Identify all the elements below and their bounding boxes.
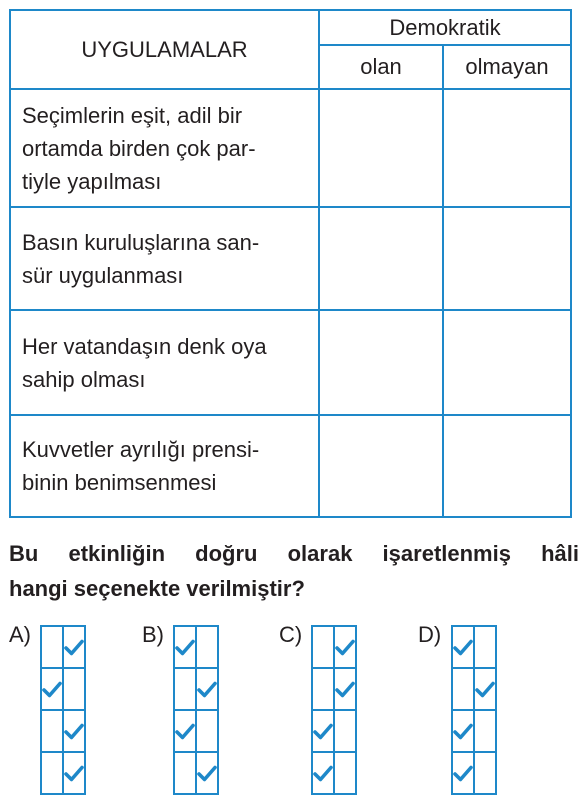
grid-cell	[41, 626, 63, 668]
grid-cell	[334, 668, 356, 710]
grid-cell	[452, 752, 474, 794]
grid-cell	[312, 668, 334, 710]
checkmark-icon	[64, 765, 84, 782]
row-label-4: Kuvvetler ayrılığı prensi- binin benimsenmesi	[10, 415, 319, 517]
checkmark-icon	[197, 681, 217, 698]
grid-cell	[196, 626, 218, 668]
option-b-label: B)	[142, 622, 164, 647]
grid-cell	[196, 752, 218, 794]
option-b-grid	[173, 625, 219, 795]
cell-yes-3[interactable]	[319, 310, 443, 415]
grid-cell	[312, 710, 334, 752]
header-yes: olan	[319, 45, 443, 89]
cell-no-1[interactable]	[443, 89, 571, 207]
grid-cell	[474, 752, 496, 794]
question-text	[9, 536, 579, 606]
header-no: olmayan	[443, 45, 571, 89]
grid-cell	[452, 668, 474, 710]
question-line-1: Bu etkinliğin doğru olarak işaretlenmiş hâli	[9, 541, 579, 566]
checkmark-icon	[313, 723, 333, 740]
grid-cell	[334, 752, 356, 794]
checkmark-icon	[313, 765, 333, 782]
grid-cell	[174, 710, 196, 752]
grid-cell	[312, 626, 334, 668]
grid-cell	[41, 710, 63, 752]
checkmark-icon	[42, 681, 62, 698]
cell-no-3[interactable]	[443, 310, 571, 415]
option-c-label: C)	[279, 622, 303, 647]
checkmark-icon	[475, 681, 495, 698]
row-label-3: Her vatandaşın denk oya sahip olması	[10, 310, 319, 415]
grid-cell	[474, 626, 496, 668]
activity-table	[9, 9, 572, 518]
checkmark-icon	[175, 639, 195, 656]
grid-cell	[334, 710, 356, 752]
grid-cell	[41, 668, 63, 710]
cell-yes-2[interactable]	[319, 207, 443, 310]
checkmark-icon	[335, 681, 355, 698]
cell-yes-1[interactable]	[319, 89, 443, 207]
grid-cell	[174, 668, 196, 710]
grid-cell	[474, 710, 496, 752]
grid-cell	[174, 626, 196, 668]
option-d-grid	[451, 625, 497, 795]
cell-no-2[interactable]	[443, 207, 571, 310]
row-label-1: Seçimlerin eşit, adil bir ortamda birden çok par- tiyle yapılması	[10, 89, 319, 207]
grid-cell	[334, 626, 356, 668]
grid-cell	[196, 668, 218, 710]
grid-cell	[63, 626, 85, 668]
grid-cell	[474, 668, 496, 710]
grid-cell	[41, 752, 63, 794]
option-c-grid	[311, 625, 357, 795]
grid-cell	[63, 710, 85, 752]
checkmark-icon	[335, 639, 355, 656]
grid-cell	[196, 710, 218, 752]
grid-cell	[174, 752, 196, 794]
cell-yes-4[interactable]	[319, 415, 443, 517]
cell-no-4[interactable]	[443, 415, 571, 517]
checkmark-icon	[453, 765, 473, 782]
grid-cell	[312, 752, 334, 794]
question-line-2: hangi seçenekte verilmiştir?	[9, 576, 305, 601]
checkmark-icon	[197, 765, 217, 782]
checkmark-icon	[175, 723, 195, 740]
row-label-2: Basın kuruluşlarına san- sür uygulanması	[10, 207, 319, 310]
grid-cell	[63, 668, 85, 710]
option-d-label: D)	[418, 622, 442, 647]
checkmark-icon	[64, 639, 84, 656]
grid-cell	[452, 710, 474, 752]
grid-cell	[63, 752, 85, 794]
checkmark-icon	[453, 723, 473, 740]
option-a-label: A)	[9, 622, 31, 647]
header-democratic: Demokratik	[319, 10, 571, 45]
grid-cell	[452, 626, 474, 668]
header-applications: UYGULAMALAR	[10, 10, 319, 89]
option-a-grid	[40, 625, 86, 795]
checkmark-icon	[453, 639, 473, 656]
checkmark-icon	[64, 723, 84, 740]
